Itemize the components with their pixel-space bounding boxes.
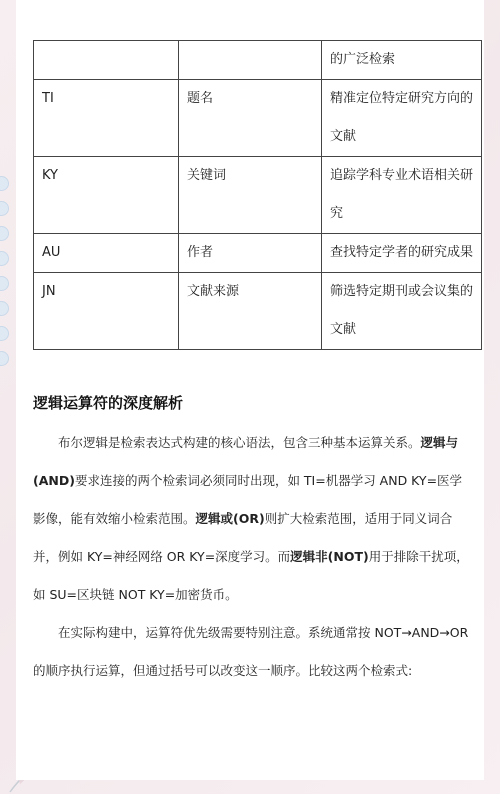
table-cell: 文献来源 bbox=[179, 273, 322, 350]
table-cell: AU bbox=[34, 234, 179, 273]
document-page bbox=[16, 0, 484, 780]
table-cell: 筛选特定期刊或会议集的文献 bbox=[322, 273, 482, 350]
table-cell bbox=[34, 41, 179, 80]
bold-term-not: 逻辑非(NOT) bbox=[290, 549, 369, 564]
section-heading: 逻辑运算符的深度解析 bbox=[33, 394, 184, 412]
table-cell: 的广泛检索 bbox=[322, 41, 482, 80]
table-cell: JN bbox=[34, 273, 179, 350]
table-cell: 精准定位特定研究方向的文献 bbox=[322, 80, 482, 157]
table-cell: 关键词 bbox=[179, 157, 322, 234]
table-cell: 追踪学科专业术语相关研究 bbox=[322, 157, 482, 234]
table-cell: 题名 bbox=[179, 80, 322, 157]
table-cell: 作者 bbox=[179, 234, 322, 273]
table-row bbox=[34, 157, 482, 234]
paragraph-text: 用于排除干扰项，如 SU=区块链 NOT KY=加密货币。 bbox=[33, 549, 469, 602]
table-cell: TI bbox=[34, 80, 179, 157]
table-row bbox=[34, 273, 482, 350]
bold-term-and: 逻辑与(AND) bbox=[33, 435, 459, 488]
decorative-dots bbox=[0, 176, 10, 376]
paragraph-text: 布尔逻辑是检索表达式构建的核心语法，包含三种基本运算关系。 bbox=[58, 435, 421, 450]
table-row bbox=[34, 41, 482, 80]
table-cell: KY bbox=[34, 157, 179, 234]
table-cell: 查找特定学者的研究成果 bbox=[322, 234, 482, 273]
table-row bbox=[34, 234, 482, 273]
paragraph-text: 要求连接的两个检索词必须同时出现，如 TI=机器学习 AND KY=医学影像，能有效缩小检索范围。 bbox=[33, 473, 463, 526]
paragraph-boolean-logic bbox=[33, 424, 473, 614]
paragraph-operator-precedence: 在实际构建中，运算符优先级需要特别注意。系统通常按 NOT→AND→OR 的顺序执行运算，但通过括号可以改变这一顺序。比较这两个检索式: bbox=[33, 625, 469, 678]
field-code-table bbox=[33, 40, 482, 350]
table-cell bbox=[179, 41, 322, 80]
bold-term-or: 逻辑或(OR) bbox=[195, 511, 265, 526]
table-row bbox=[34, 80, 482, 157]
paragraph-text: 则扩大检索范围，适用于同义词合并，例如 KY=神经网络 OR KY=深度学习。而 bbox=[33, 511, 453, 564]
